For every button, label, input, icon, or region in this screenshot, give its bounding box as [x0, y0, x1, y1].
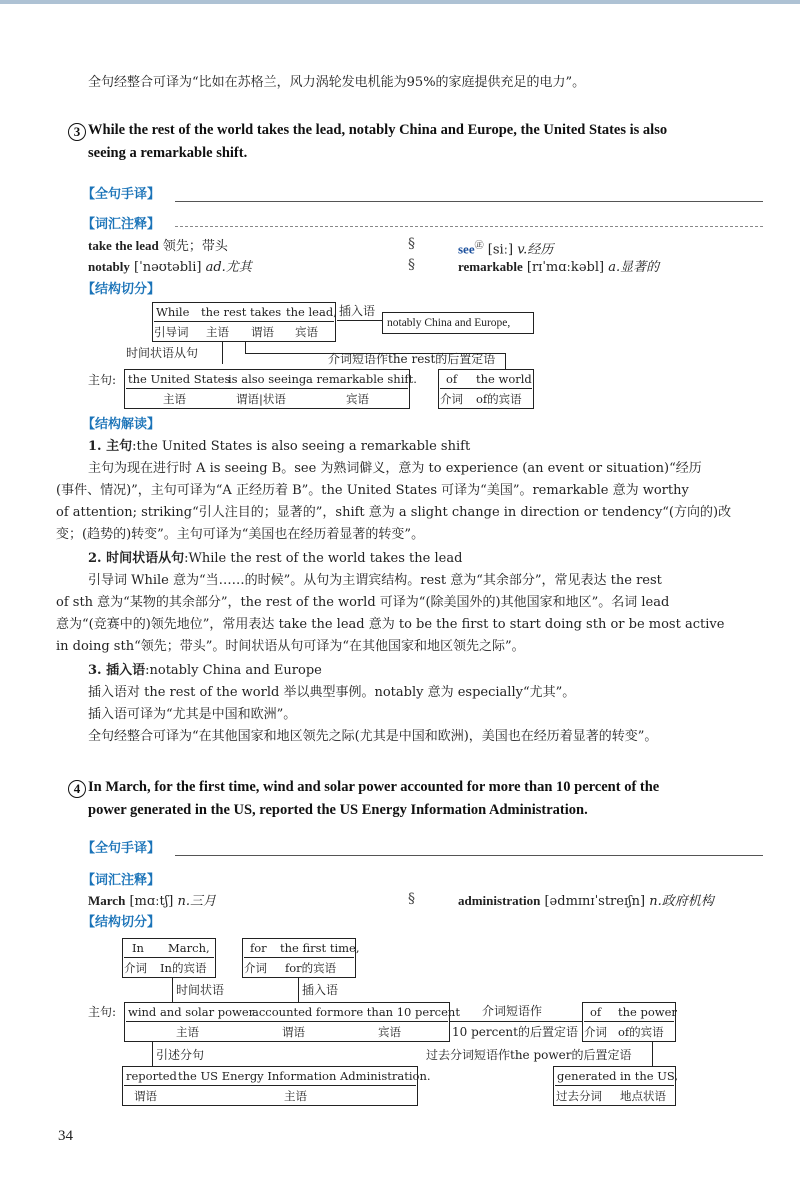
vocab-administration: administration [ədmɪnɪˈstreɪʃn] n.政府机构 [458, 893, 714, 909]
in-word: In [132, 941, 144, 955]
generated-word: generated [557, 1069, 617, 1083]
analysis-1-line: of attention; striking“引人注目的；显著的”，shift 意为 a slight change in direction or tendency“(方向的)改 [56, 505, 732, 520]
q3-translation-label: 【全句手译】 [82, 187, 161, 202]
prep-word: of [446, 372, 458, 386]
underline [126, 388, 408, 389]
underline [126, 1021, 448, 1022]
of-role: 介词 [584, 1025, 607, 1039]
analysis-3-line: 插入语可译为“尤其是中国和欧洲”。 [88, 707, 297, 722]
prep-role: of的宾语 [476, 392, 522, 406]
main-role: 谓语 [282, 1025, 305, 1039]
main-role: 谓语|状语 [236, 392, 286, 406]
connector [450, 1021, 582, 1022]
q3-vocab-divider [175, 226, 763, 227]
q4-translation-blank[interactable] [175, 855, 763, 856]
q4-translation-label: 【全句手译】 [82, 841, 161, 856]
q4-line1: 4 In March, for the first time, wind and solar power accounted for more than 10 percent of the [68, 776, 659, 798]
in-role: In的宾语 [160, 961, 207, 975]
q3-structure-label: 【结构切分】 [82, 282, 161, 297]
connector [152, 1042, 153, 1066]
generated-role: 地点状语 [620, 1089, 666, 1103]
main-word: is also seeing [228, 372, 307, 386]
main-clause-label: 主句: [88, 373, 117, 387]
analysis-3-line: 全句经整合可译为“在其他国家和地区领先之际(尤其是中国和欧洲)，美国也在经历着显著的转变”。 [88, 729, 658, 744]
underline [124, 1085, 416, 1086]
q4-vocab-label: 【词汇注释】 [82, 873, 161, 888]
vocab-see: see㊣ [siː] v.经历 [458, 241, 554, 258]
top-border [0, 0, 800, 4]
quote-clause-label: 引述分句 [156, 1048, 205, 1062]
divider-icon: § [408, 891, 415, 907]
clause-role: 谓语 [251, 325, 274, 339]
connector [505, 353, 506, 369]
analysis-2-head: 2. 时间状语从句:While the rest of the world takes the lead [88, 551, 463, 566]
of-word: the power [618, 1005, 677, 1019]
prep-role: 介词 [440, 392, 463, 406]
vocab-march: March [mɑːtʃ] n.三月 [88, 893, 217, 909]
for-word: for [250, 941, 267, 955]
clause-role: 主语 [206, 325, 229, 339]
for-role: 介词 [244, 961, 267, 975]
clause-word: While [156, 305, 190, 319]
underline [555, 1085, 674, 1086]
prep-label: 介词短语作 [482, 1004, 543, 1018]
divider-icon: § [408, 236, 415, 252]
insert-box: notably China and Europe, [382, 312, 534, 334]
in-role: 介词 [124, 961, 147, 975]
q3-analysis-label: 【结构解读】 [82, 417, 161, 432]
reported-role: 主语 [284, 1089, 307, 1103]
analysis-3-line: 插入语对 the rest of the world 举以典型事例。notably 意为 especially“尤其”。 [88, 685, 576, 700]
vocab-remarkable: remarkable [rɪˈmɑːkəbl] a.显著的 [458, 259, 660, 275]
q4-structure-label: 【结构切分】 [82, 915, 161, 930]
analysis-2-line: of sth 意为“某物的其余部分”，the rest of the world 可译为“(除美国外的)其他国家和地区”。名词 lead [56, 595, 670, 610]
analysis-2-line: in doing sth“领先；带头”。时间状语从句可译为“在其他国家和地区领先之际”。 [56, 639, 525, 654]
reported-word: the US Energy Information Administration. [178, 1069, 431, 1083]
vocab-take-the-lead: take the lead 领先；带头 [88, 238, 228, 254]
connector [337, 320, 382, 321]
q3-translation-blank[interactable] [175, 201, 763, 202]
prep-phrase-label: 介词短语作the rest的后置定语 [328, 352, 496, 366]
analysis-3-head: 3. 插入语:notably China and Europe [88, 663, 322, 678]
generated-word: in the US, [620, 1069, 679, 1083]
connector [298, 978, 299, 1002]
connector [652, 1042, 653, 1066]
clause-word: takes [250, 305, 282, 319]
divider-icon: § [408, 257, 415, 273]
analysis-2-line: 引导词 While 意为“当……的时候”。从句为主谓宾结构。rest 意为“其余部分”，常见表达 the rest [88, 573, 662, 588]
insert-label: 插入语 [339, 304, 376, 318]
underline [244, 957, 354, 958]
main-role: 宾语 [346, 392, 369, 406]
main-word: more than 10 percent [333, 1005, 460, 1019]
q3-line1: 3 While the rest of the world takes the lead, notably China and Europe, the United States is also [68, 119, 667, 141]
clause-word: the lead, [286, 305, 337, 319]
of-word: of [590, 1005, 602, 1019]
clause-role: 引导词 [154, 325, 189, 339]
main-role: 宾语 [378, 1025, 401, 1039]
for-role: for的宾语 [285, 961, 337, 975]
underline [440, 388, 532, 389]
q4-line2: power generated in the US, reported the US Energy Information Administration. [88, 802, 588, 818]
main-word: the United States [128, 372, 231, 386]
page-number: 34 [58, 1128, 73, 1144]
time-adverbial-label: 时间状语 [176, 983, 225, 997]
main-clause-label: 主句: [88, 1005, 117, 1019]
q3-vocab-label: 【词汇注释】 [82, 217, 161, 232]
in-word: March, [168, 941, 210, 955]
analysis-1-head: 1. 主句:the United States is also seeing a remarkable shift [88, 439, 471, 454]
underline [124, 957, 214, 958]
prep-label: 10 percent的后置定语 [452, 1025, 578, 1039]
prep-word: the world [476, 372, 532, 386]
main-word: a remarkable shift. [306, 372, 417, 386]
q4-number: 4 [68, 780, 86, 798]
main-role: 主语 [163, 392, 186, 406]
clause-role: 宾语 [295, 325, 318, 339]
main-role: 主语 [176, 1025, 199, 1039]
analysis-1-line: 变；(趋势的)转变”。主句可译为“美国也在经历着显著的转变”。 [56, 527, 425, 542]
generated-role: 过去分词 [556, 1089, 602, 1103]
adv-clause-label: 时间状语从句 [126, 346, 199, 360]
analysis-1-line: 主句为现在进行时 A is seeing B。see 为熟词僻义，意为 to experience (an event or situation)“经历 [88, 461, 702, 476]
clause-word: the rest [201, 305, 247, 319]
analysis-1-line: (事件、情况)”，主句可译为“A 正经历着 B”。the United States 可译为“美国”。remarkable 意为 worthy [56, 483, 689, 498]
vocab-notably: notably [ˈnəʊtəbli] ad.尤其 [88, 259, 252, 275]
insert-label: 插入语 [302, 983, 339, 997]
main-word: accounted for [252, 1005, 333, 1019]
previous-translation-line: 全句经整合可译为“比如在苏格兰，风力涡轮发电机能为95%的家庭提供充足的电力”。 [88, 75, 586, 90]
q3-number: 3 [68, 123, 86, 141]
past-participle-label: 过去分词短语作the power的后置定语 [426, 1048, 632, 1062]
q3-line2: seeing a remarkable shift. [88, 145, 248, 161]
reported-role: 谓语 [134, 1089, 157, 1103]
connector [222, 342, 223, 364]
underline [584, 1021, 674, 1022]
analysis-2-line: 意为“(竞赛中的)领先地位”，常用表达 take the lead 意为 to be the first to start doing sth or be most active [56, 617, 725, 632]
underline [154, 321, 334, 322]
connector [172, 978, 173, 1002]
of-role: of的宾语 [618, 1025, 664, 1039]
main-word: wind and solar power [128, 1005, 255, 1019]
reported-word: reported [126, 1069, 177, 1083]
for-word: the first time, [280, 941, 360, 955]
